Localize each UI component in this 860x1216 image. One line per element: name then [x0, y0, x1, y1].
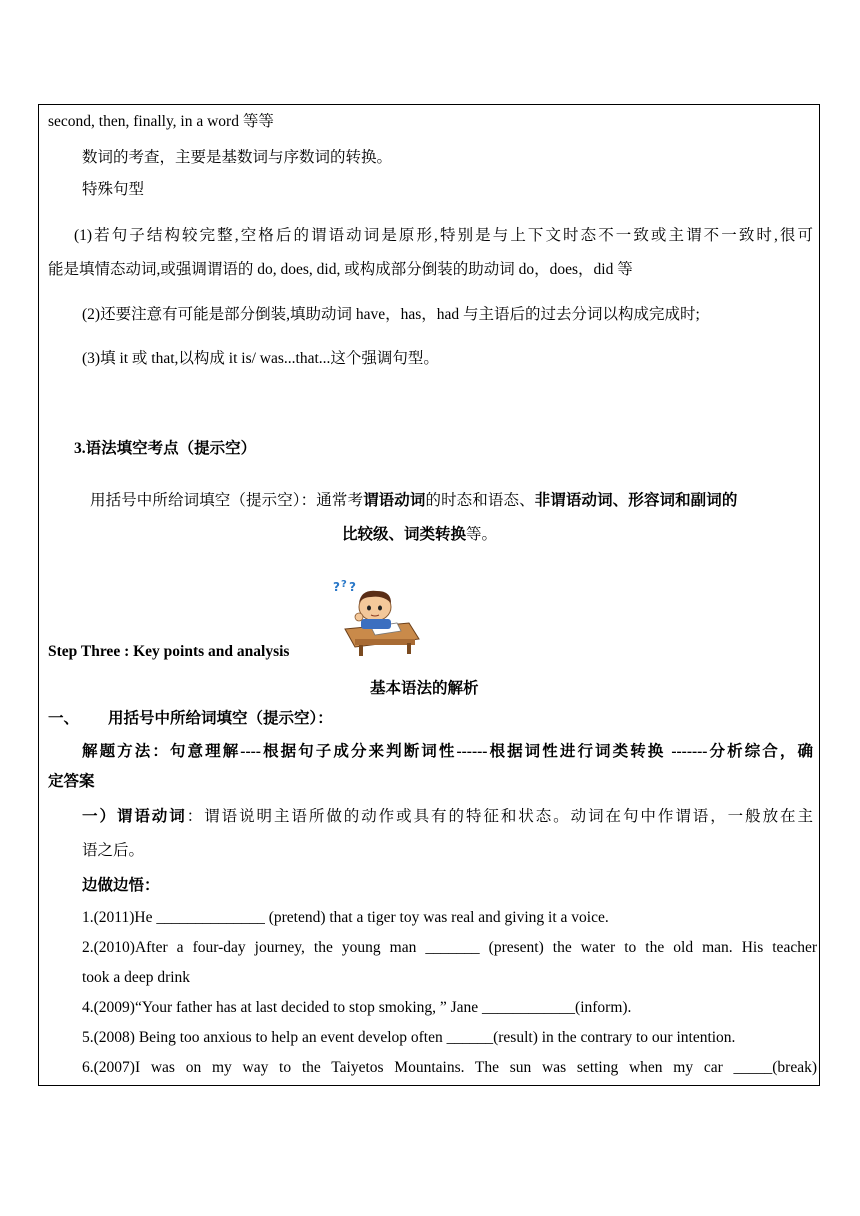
section-title: 用括号中所给词填空（提示空）： [108, 710, 333, 727]
text-line: (3)填 it 或 that,以构成 it is/ was...that...这个强调句型。 [82, 350, 439, 367]
method-line: 解题方法：句意理解----根据句子成分来判断词性------根据词性进行词类转换 -------分析综合，确 [82, 743, 813, 760]
text-line: 数词的考查，主要是基数词与序数词的转换。 [82, 149, 393, 166]
student-thinking-icon [331, 577, 421, 657]
text-line: second, then, finally, in a word 等等 [48, 113, 274, 130]
predicate-line: 语之后。 [82, 842, 145, 859]
content-frame [38, 104, 820, 1086]
exercise-line: 2.(2010)After a four-day journey, the young man _______ (present) the water to the old man. His teacher [82, 939, 817, 956]
text-line: (1)若句子结构较完整,空格后的谓语动词是原形,特别是与上下文时态不一致或主谓不一致时,很可 [74, 227, 813, 244]
practice-label: 边做边悟： [82, 877, 160, 894]
step-heading: Step Three : Key points and analysis [48, 643, 290, 660]
method-line: 定答案 [48, 773, 95, 790]
paragraph-line: 比较级、词类转换等。 [342, 526, 498, 543]
section-number: 一、 [48, 710, 80, 727]
svg-text:?: ? [333, 580, 340, 594]
predicate-line: 一）谓语动词：谓语说明主语所做的动作或具有的特征和状态。动词在句中作谓语，一般放在主 [82, 808, 813, 825]
text-line: 能是填情态动词,或强调谓语的 do, does, did, 或构成部分倒装的助动词 do，does，did 等 [48, 261, 633, 278]
exercise-line: 4.(2009)“Your father has at last decided to stop smoking, ” Jane ____________(inform). [82, 999, 632, 1016]
text-line: (2)还要注意有可能是部分倒装,填助动词 have，has，had 与主语后的过去分词以构成完成时; [82, 306, 700, 323]
paragraph-line: 用括号中所给词填空（提示空）：通常考谓语动词的时态和语态、非谓语动词、形容词和副词的 [90, 492, 738, 509]
svg-text:?: ? [341, 579, 347, 590]
exercise-line: 1.(2011)He ______________ (pretend) that a tiger toy was real and giving it a voice. [82, 909, 609, 926]
svg-text:?: ? [349, 580, 356, 594]
exercise-line: took a deep drink [82, 969, 191, 986]
center-title: 基本语法的解析 [370, 680, 479, 697]
text-line: 特殊句型 [82, 181, 145, 198]
section-heading: 3.语法填空考点（提示空） [74, 440, 257, 457]
exercise-line: 5.(2008) Being too anxious to help an event develop often ______(result) in the contrary to our intention. [82, 1029, 736, 1046]
exercise-line: 6.(2007)I was on my way to the Taiyetos Mountains. The sun was setting when my car _____(break) [82, 1059, 817, 1076]
